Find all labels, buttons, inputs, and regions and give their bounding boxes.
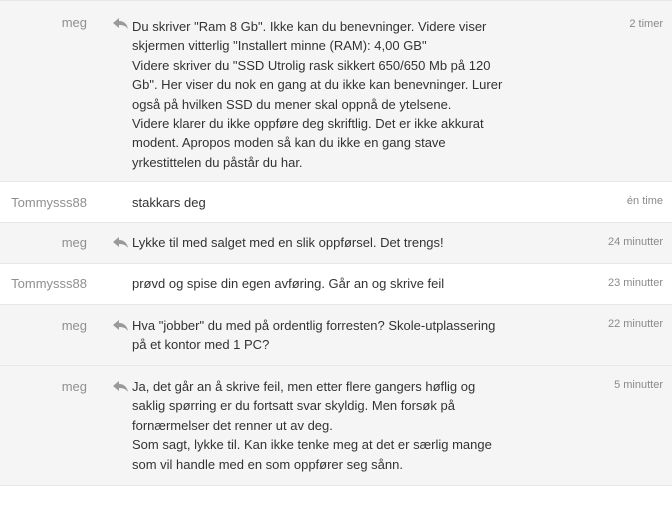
- message-timestamp: 5 minutter: [614, 379, 663, 391]
- message-row: [0, 305, 672, 366]
- message-row: [0, 1, 672, 182]
- message-text: [132, 316, 512, 355]
- message-author[interactable]: meg: [61, 15, 87, 30]
- message-row: [0, 182, 672, 223]
- message-paragraph: stakkars deg: [132, 195, 206, 210]
- message-timestamp: 23 minutter: [607, 277, 663, 289]
- message-paragraph: Ja, det går an å skrive feil, men etter flere gangers høflig og saklig spørring er du fortsatt svar skyldig. Men forsøk på fornærmelser det renner ut av deg.: [132, 379, 476, 433]
- message-author[interactable]: meg: [61, 235, 87, 250]
- message-text: [132, 274, 512, 293]
- message-paragraph: Som sagt, lykke til. Kan ikke tenke meg at det er særlig mange som vil handle med en som oppfører seg sånn.: [132, 437, 492, 472]
- message-text: [132, 17, 512, 172]
- message-text: [132, 377, 512, 474]
- message-paragraph: Videre skriver du "SSD Utrolig rask sikkert 650/650 Mb på 120 Gb". Her viser du nok en gang at du ikke kan benevninger. Lurer også på hvilken SSD du mener skal oppnå de ytelsene.: [132, 57, 503, 112]
- message-paragraph: Du skriver "Ram 8 Gb". Ikke kan du benevninger. Videre viser skjermen vitterlig "Installert minne (RAM): 4,00 GB": [132, 19, 487, 54]
- message-author[interactable]: Tommysss88: [11, 276, 87, 291]
- message-paragraph: Hva "jobber" du med på ordentlig forresten? Skole-utplassering på et kontor med 1 PC?: [132, 318, 496, 353]
- message-timestamp: én time: [626, 195, 663, 207]
- message-timestamp: 24 minutter: [607, 236, 663, 248]
- message-author[interactable]: meg: [61, 318, 87, 333]
- reply-arrow-icon: [113, 237, 129, 249]
- message-paragraph: prøvd og spise din egen avføring. Går an og skrive feil: [132, 276, 445, 291]
- reply-arrow-icon: [113, 18, 129, 30]
- reply-arrow-icon: [113, 320, 129, 332]
- message-text: [132, 193, 512, 212]
- message-text: [132, 233, 512, 252]
- message-author[interactable]: Tommysss88: [11, 195, 87, 210]
- reply-arrow-icon: [113, 381, 129, 393]
- message-author[interactable]: meg: [61, 379, 87, 394]
- message-paragraph: Videre klarer du ikke oppføre deg skriftlig. Det er ikke akkurat modent. Apropos moden så kan du ikke en gang stave yrkestittelen du påstår du har.: [132, 116, 484, 170]
- message-paragraph: Lykke til med salget med en slik oppførsel. Det trengs!: [132, 235, 444, 250]
- message-row: [0, 223, 672, 264]
- message-row: [0, 366, 672, 486]
- message-row: [0, 264, 672, 305]
- message-timestamp: 2 timer: [629, 18, 663, 30]
- message-timestamp: 22 minutter: [607, 318, 663, 330]
